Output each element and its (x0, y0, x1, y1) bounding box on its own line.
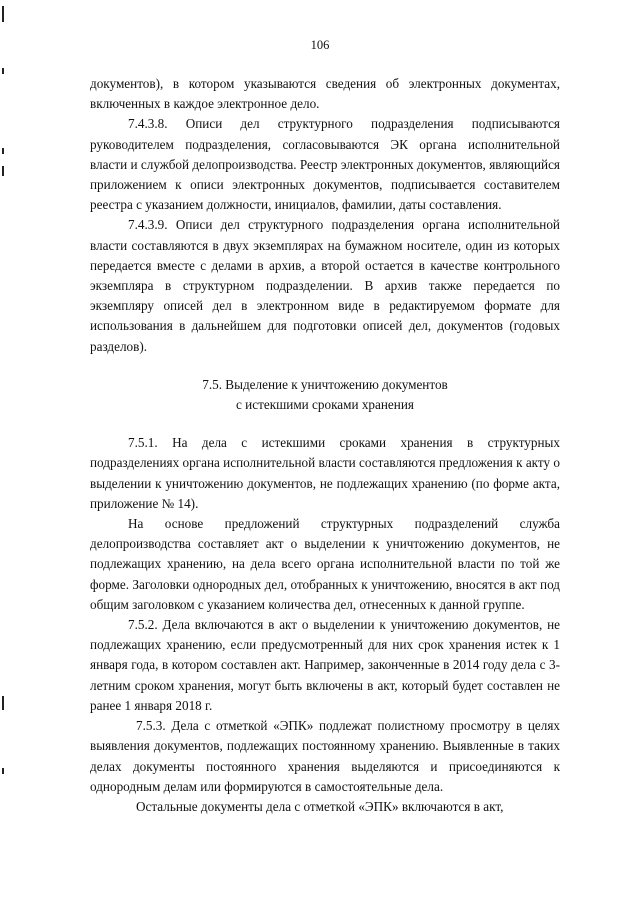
section-heading-line: с истекшими сроками хранения (236, 397, 414, 413)
paragraph: На основе предложений структурных подразделений служба делопроизводства составляет акт о выделении к уничтожению документов, не подлежащих хранению, на дела всего органа исполнительной власти по той же форме. Заголовки однородных дел, отобранных к уничтожению, вносятся в акт под общим заголовком с указанием количества дел, отнесенных к данной группе. (90, 516, 560, 612)
scan-edge-mark (2, 696, 4, 710)
paragraph: 7.5.2. Дела включаются в акт о выделении к уничтожению документов, не подлежащих хранению, если предусмотренный для них срок хранения истек к 1 января года, в котором составлен акт. Например, законченные в 2014 году дела с 3-летним сроком хранения, могут быть включены в акт, который будет составлен не ранее 1 января 2018 г. (90, 617, 560, 713)
scan-edge-mark (2, 68, 4, 74)
paragraph: 7.4.3.8. Описи дел структурного подразделения подписываются руководителем подразделения, согласовываются ЭК органа исполнительной власти и службой делопроизводства. Реестр электронных документов, являющийся приложением к описи электронных документов, подписывается составителем реестра с указанием должности, инициалов, фамилии, даты составления. (90, 116, 560, 213)
page-number: 106 (310, 38, 330, 52)
section-heading (90, 375, 560, 415)
paragraph: 7.5.3. Дела с отметкой «ЭПК» подлежат полистному просмотру в целях выявления документов, подлежащих постоянному хранению. Выявленные в таких делах документы постоянного хранения выделяются и присоединяются к однородным делам или формируются в самостоятельные дела. (90, 718, 560, 794)
paragraph: 7.4.3.9. Описи дел структурного подразделения органа исполнительной власти составляются в двух экземплярах на бумажном носителе, один из которых передается вместе с делами в архив, а второй остается в качестве контрольного экземпляра в структурном подразделении. В архив также передается по экземпляру описей дел в электронном виде в редактируемом формате для использования в дальнейшем для подготовки описей дел, документов (годовых разделов). (90, 217, 560, 354)
paragraph: 7.5.1. На дела с истекшими сроками хранения в структурных подразделениях органа исполнительной власти составляются предложения к акту о выделении к уничтожению документов, не подлежащих хранению (по форме акта, приложение № 14). (90, 435, 560, 511)
paragraph: документов), в котором указываются сведения об электронных документах, включенных в каждое электронное дело. (90, 76, 560, 112)
page-body (90, 74, 560, 817)
paragraph: Остальные документы дела с отметкой «ЭПК» включаются в акт, (136, 798, 504, 814)
section-heading-line: 7.5. Выделение к уничтожению документов (202, 376, 448, 392)
scan-edge-mark (2, 768, 4, 774)
scan-edge-mark (2, 166, 4, 176)
scan-edge-mark (2, 6, 4, 22)
scan-edge-mark (2, 148, 4, 154)
